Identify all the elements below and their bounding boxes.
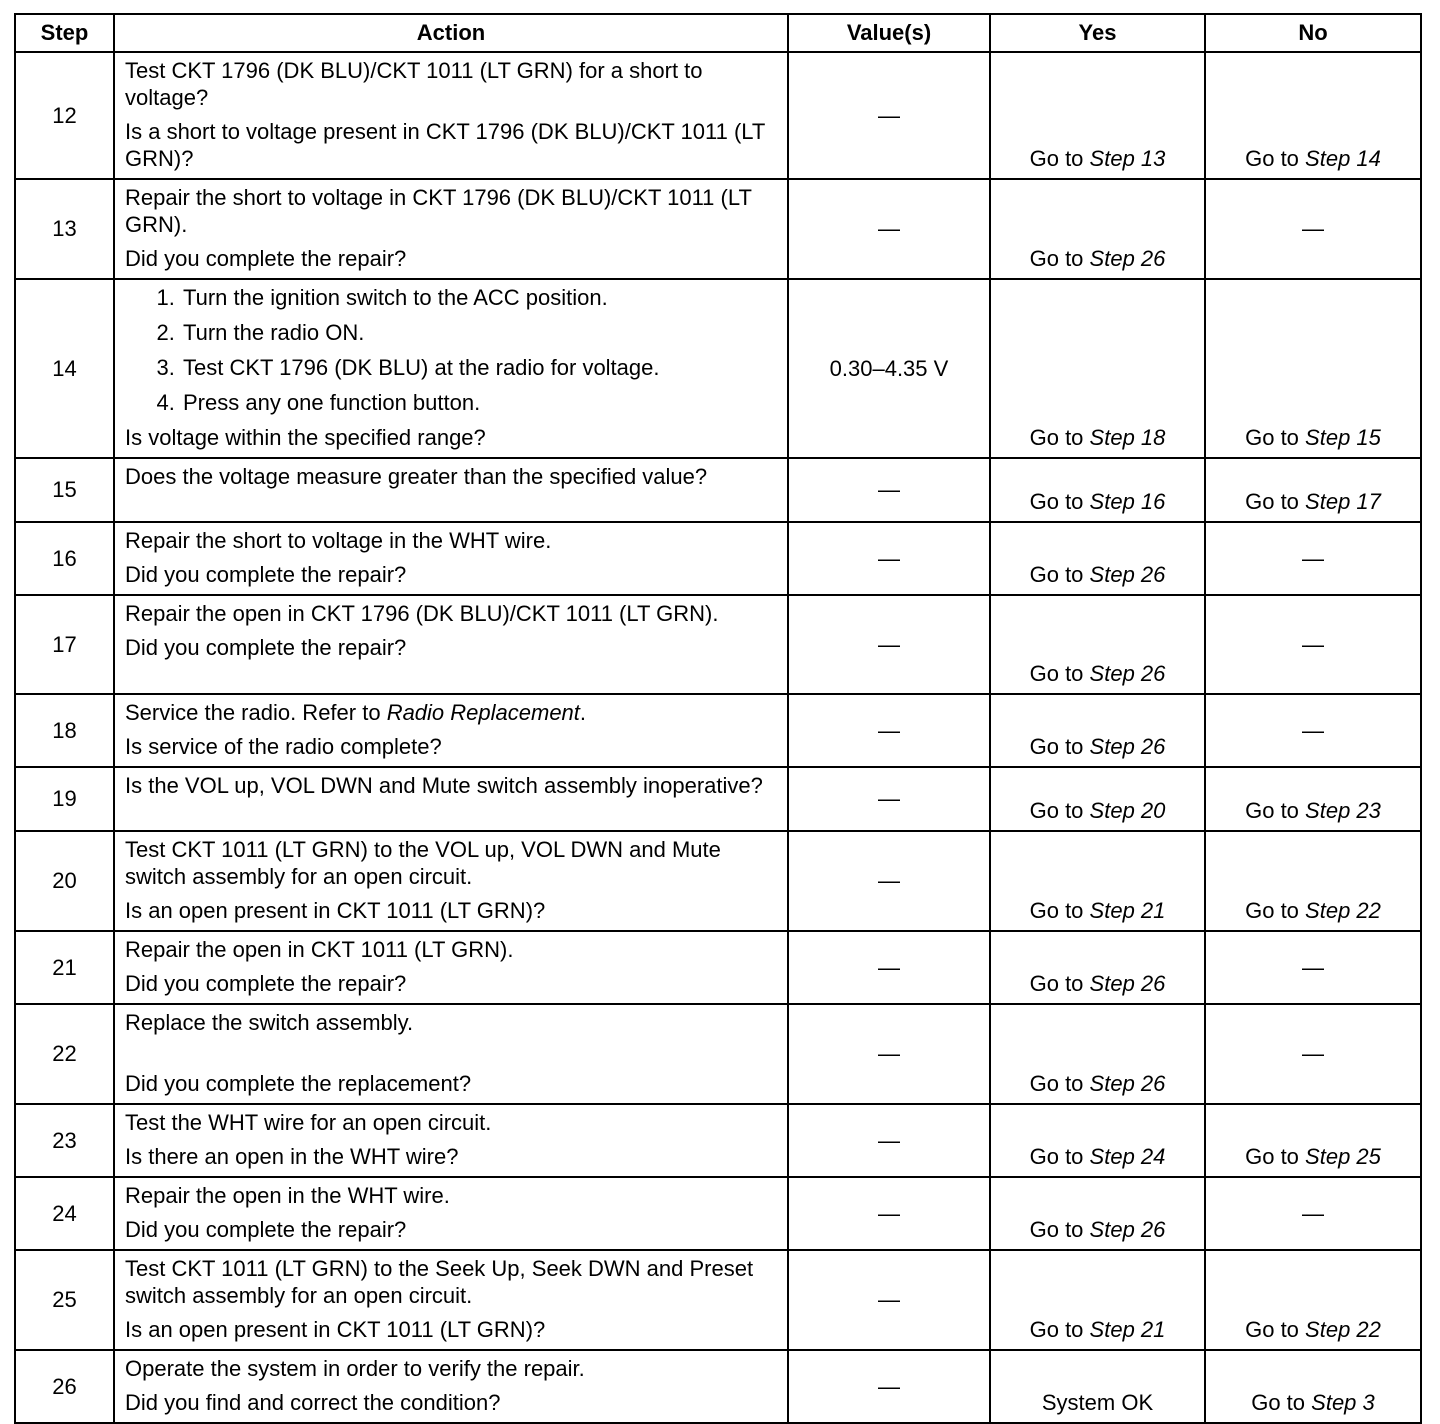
- value-cell: —: [788, 767, 990, 831]
- action-text: Repair the short to voltage in CKT 1796 (DK BLU)/CKT 1011 (LT GRN).: [125, 185, 752, 237]
- action-question: Is an open present in CKT 1011 (LT GRN)?: [125, 898, 546, 923]
- action-cell: [114, 831, 788, 931]
- yes-cell: [990, 522, 1205, 595]
- table-row: [15, 1250, 1421, 1350]
- no-cell: [1205, 831, 1421, 931]
- table-row: [15, 767, 1421, 831]
- value-cell: —: [788, 1104, 990, 1177]
- goto-label: Go to: [1029, 1071, 1084, 1096]
- action-cell: [114, 522, 788, 595]
- table-row: [15, 279, 1421, 458]
- table-row: [15, 1004, 1421, 1104]
- yes-cell: [990, 279, 1205, 458]
- value-cell: —: [788, 1350, 990, 1423]
- no-cell: [1205, 1350, 1421, 1423]
- action-text: Repair the open in CKT 1796 (DK BLU)/CKT 1011 (LT GRN).: [125, 601, 719, 626]
- step-number: 16: [15, 522, 114, 595]
- action-question: Did you complete the repair?: [125, 562, 407, 587]
- goto-label: Go to: [1029, 898, 1084, 923]
- no-cell: [1205, 458, 1421, 522]
- yes-cell: [990, 767, 1205, 831]
- goto-step-link[interactable]: Step 16: [1089, 489, 1166, 514]
- value-cell: —: [788, 52, 990, 179]
- no-cell: —: [1205, 595, 1421, 694]
- header-step: Step: [15, 14, 114, 52]
- action-cell: [114, 458, 788, 522]
- goto-step-link[interactable]: Step 26: [1089, 1217, 1166, 1242]
- yes-cell: [990, 831, 1205, 931]
- goto-label: Go to: [1029, 1144, 1084, 1169]
- action-question: Did you find and correct the condition?: [125, 1390, 501, 1415]
- goto-step-link[interactable]: Step 26: [1089, 734, 1166, 759]
- action-question: Did you complete the repair?: [125, 246, 407, 271]
- action-cell: [114, 931, 788, 1004]
- goto-step-link[interactable]: Step 18: [1089, 425, 1166, 450]
- list-item: 3. Test CKT 1796 (DK BLU) at the radio for voltage.: [181, 354, 777, 381]
- step-number: 18: [15, 694, 114, 767]
- action-text: Repair the open in the WHT wire.: [125, 1183, 450, 1208]
- value-cell: —: [788, 522, 990, 595]
- list-item: 2. Turn the radio ON.: [181, 319, 777, 346]
- goto-step-link[interactable]: Step 3: [1311, 1390, 1375, 1415]
- action-question: Is voltage within the specified range?: [125, 425, 486, 450]
- yes-cell: [990, 458, 1205, 522]
- step-number: 20: [15, 831, 114, 931]
- step-number: 24: [15, 1177, 114, 1250]
- goto-step-link[interactable]: Step 26: [1089, 661, 1166, 686]
- no-cell: —: [1205, 522, 1421, 595]
- goto-label: Go to: [1251, 1390, 1306, 1415]
- goto-label: Go to: [1245, 425, 1299, 450]
- table-row: [15, 179, 1421, 279]
- step-number: 14: [15, 279, 114, 458]
- goto-step-link[interactable]: Step 17: [1305, 489, 1381, 514]
- goto-step-link[interactable]: Step 22: [1305, 898, 1381, 923]
- goto-label: Go to: [1245, 1144, 1299, 1169]
- action-cell: [114, 1104, 788, 1177]
- step-number: 15: [15, 458, 114, 522]
- goto-step-link[interactable]: Step 21: [1089, 1317, 1166, 1342]
- action-cell: [114, 179, 788, 279]
- table-row: [15, 52, 1421, 179]
- action-cell: [114, 1177, 788, 1250]
- step-number: 21: [15, 931, 114, 1004]
- no-cell: —: [1205, 179, 1421, 279]
- no-cell: [1205, 767, 1421, 831]
- yes-cell: [990, 694, 1205, 767]
- header-no: No: [1205, 14, 1421, 52]
- step-number: 22: [15, 1004, 114, 1104]
- yes-cell: [990, 1250, 1205, 1350]
- no-cell: [1205, 52, 1421, 179]
- action-question: Is the VOL up, VOL DWN and Mute switch assembly inoperative?: [125, 773, 763, 798]
- yes-cell: [990, 1177, 1205, 1250]
- no-cell: [1205, 1250, 1421, 1350]
- action-text: Test CKT 1011 (LT GRN) to the Seek Up, Seek DWN and Preset switch assembly for an open circuit.: [125, 1256, 754, 1308]
- diagnostic-table: [14, 13, 1422, 1424]
- value-cell: —: [788, 831, 990, 931]
- action-cell: [114, 694, 788, 767]
- step-number: 17: [15, 595, 114, 694]
- yes-cell: [990, 179, 1205, 279]
- goto-step-link[interactable]: Step 26: [1089, 246, 1166, 271]
- goto-step-link[interactable]: Step 26: [1089, 971, 1166, 996]
- action-cell: [114, 1350, 788, 1423]
- value-cell: —: [788, 1004, 990, 1104]
- action-question: Is an open present in CKT 1011 (LT GRN)?: [125, 1317, 546, 1342]
- table-row: [15, 1350, 1421, 1423]
- action-cell: [114, 279, 788, 458]
- step-number: 19: [15, 767, 114, 831]
- goto-label: Go to: [1245, 1317, 1299, 1342]
- table-row: [15, 931, 1421, 1004]
- action-cell: [114, 767, 788, 831]
- action-text: Test CKT 1796 (DK BLU)/CKT 1011 (LT GRN) for a short to voltage?: [125, 58, 703, 110]
- goto-label: Go to: [1245, 146, 1299, 171]
- goto-label: Go to: [1029, 146, 1084, 171]
- action-steps-list: [125, 284, 777, 416]
- action-text: Test CKT 1011 (LT GRN) to the VOL up, VOL DWN and Mute switch assembly for an open circuit.: [125, 837, 721, 889]
- yes-cell: System OK: [990, 1350, 1205, 1423]
- no-cell: [1205, 1104, 1421, 1177]
- value-cell: —: [788, 1250, 990, 1350]
- step-number: 13: [15, 179, 114, 279]
- action-text: Replace the switch assembly.: [125, 1010, 414, 1035]
- value-cell: —: [788, 1177, 990, 1250]
- step-number: 12: [15, 52, 114, 179]
- service-text: Service the radio. Refer to: [125, 700, 387, 725]
- action-cell: [114, 595, 788, 694]
- action-question: Is there an open in the WHT wire?: [125, 1144, 459, 1169]
- no-cell: —: [1205, 694, 1421, 767]
- step-number: 25: [15, 1250, 114, 1350]
- header-values: Value(s): [788, 14, 990, 52]
- action-text: Test the WHT wire for an open circuit.: [125, 1110, 492, 1135]
- no-cell: —: [1205, 931, 1421, 1004]
- action-question: Did you complete the repair?: [125, 1217, 407, 1242]
- goto-step-link[interactable]: Step 25: [1305, 1144, 1381, 1169]
- table-row: [15, 694, 1421, 767]
- no-cell: —: [1205, 1004, 1421, 1104]
- yes-cell: [990, 1004, 1205, 1104]
- table-row: [15, 458, 1421, 522]
- action-question: Did you complete the repair?: [125, 635, 407, 660]
- step-number: 23: [15, 1104, 114, 1177]
- yes-cell: [990, 595, 1205, 694]
- value-cell: —: [788, 694, 990, 767]
- action-question: Is service of the radio complete?: [125, 734, 442, 759]
- table-row: [15, 522, 1421, 595]
- step-number: 26: [15, 1350, 114, 1423]
- table-header: [15, 14, 1421, 52]
- header-yes: Yes: [990, 14, 1205, 52]
- yes-cell: [990, 931, 1205, 1004]
- no-cell: [1205, 279, 1421, 458]
- goto-label: Go to: [1029, 734, 1084, 759]
- goto-label: Go to: [1029, 971, 1084, 996]
- goto-step-link[interactable]: Step 21: [1089, 898, 1166, 923]
- goto-step-link[interactable]: Step 14: [1305, 146, 1381, 171]
- value-cell: 0.30–4.35 V: [788, 279, 990, 458]
- value-cell: —: [788, 179, 990, 279]
- value-cell: —: [788, 931, 990, 1004]
- yes-cell: [990, 1104, 1205, 1177]
- action-text: Repair the open in CKT 1011 (LT GRN).: [125, 937, 514, 962]
- action-question: Does the voltage measure greater than the specified value?: [125, 464, 708, 489]
- action-text: Operate the system in order to verify the repair.: [125, 1356, 585, 1381]
- goto-step-link[interactable]: Step 26: [1089, 1071, 1166, 1096]
- list-item: 1. Turn the ignition switch to the ACC position.: [181, 284, 777, 311]
- goto-label: Go to: [1029, 489, 1084, 514]
- radio-replacement-link[interactable]: Radio Replacement: [386, 700, 580, 725]
- list-item: 4. Press any one function button.: [181, 389, 777, 416]
- goto-label: Go to: [1245, 898, 1299, 923]
- goto-label: Go to: [1029, 246, 1084, 271]
- goto-label: Go to: [1245, 798, 1299, 823]
- goto-label: Go to: [1029, 1217, 1084, 1242]
- goto-step-link[interactable]: Step 24: [1089, 1144, 1166, 1169]
- header-action: Action: [114, 14, 788, 52]
- table-row: [15, 595, 1421, 694]
- value-cell: —: [788, 458, 990, 522]
- goto-label: Go to: [1029, 425, 1084, 450]
- action-cell: [114, 1250, 788, 1350]
- service-suffix: .: [579, 700, 587, 725]
- action-text: [125, 699, 777, 726]
- table-row: [15, 1104, 1421, 1177]
- action-question: Is a short to voltage present in CKT 1796 (DK BLU)/CKT 1011 (LT GRN)?: [125, 119, 765, 171]
- action-cell: [114, 1004, 788, 1104]
- goto-step-link[interactable]: Step 20: [1089, 798, 1166, 823]
- table-row: [15, 1177, 1421, 1250]
- goto-label: Go to: [1029, 798, 1084, 823]
- yes-cell: [990, 52, 1205, 179]
- goto-step-link[interactable]: Step 26: [1089, 562, 1166, 587]
- goto-label: Go to: [1245, 489, 1299, 514]
- value-cell: —: [788, 595, 990, 694]
- goto-label: Go to: [1029, 562, 1084, 587]
- goto-step-link[interactable]: Step 15: [1305, 425, 1381, 450]
- goto-label: Go to: [1029, 1317, 1084, 1342]
- table-row: [15, 831, 1421, 931]
- action-text: Repair the short to voltage in the WHT wire.: [125, 528, 552, 553]
- no-cell: —: [1205, 1177, 1421, 1250]
- goto-step-link[interactable]: Step 22: [1305, 1317, 1381, 1342]
- action-question: Did you complete the repair?: [125, 971, 407, 996]
- goto-label: Go to: [1029, 661, 1084, 686]
- action-question: Did you complete the replacement?: [125, 1071, 472, 1096]
- goto-step-link[interactable]: Step 23: [1305, 798, 1381, 823]
- goto-step-link[interactable]: Step 13: [1089, 146, 1166, 171]
- action-cell: [114, 52, 788, 179]
